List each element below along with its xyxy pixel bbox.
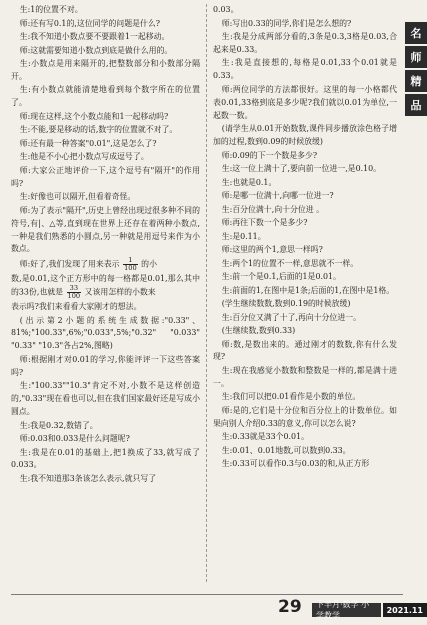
section-tab: 精 [405, 70, 427, 92]
footer-rule [11, 594, 403, 595]
paragraph: (学生继续数数,数到0.19的时候放缓) [221, 299, 351, 309]
paragraph: 生:"100.33""10.3"肯定不对,小数不是这样创造的,"0.33"现在看也可以,但在我们国家最好还是写成小圆点。 [11, 381, 200, 417]
paragraph: 生:好像也可以隔开,但看着奇怪。 [19, 192, 136, 202]
left-column [11, 4, 200, 486]
column-divider [206, 4, 207, 582]
paragraph: 师:这就需要知道小数点到底是做什么用的。 [19, 45, 173, 55]
paragraph: 生:我不知道小数点要不要跟着1一起移动。 [19, 32, 170, 41]
page-number: 29 [278, 597, 302, 617]
fraction-33-100 [67, 285, 82, 300]
paragraph: 师:数,是数出来的。通过刚才的数数,你有什么发现? [213, 339, 397, 362]
paragraph: 生:0.33可以看作0.3与0.03的和,从正方形 [221, 459, 370, 469]
section-tabs [405, 22, 427, 118]
fraction-lead-text: 师:好了,我们发现了用来表示 [19, 259, 120, 269]
paragraph-with-fraction [11, 257, 200, 272]
paragraph: 师:大家公正地评价一下,这个逗号有"隔开"的作用吗? [11, 165, 200, 188]
paragraph: 生:前面的1,在图中是1条;后面的1,在图中是1格。 [221, 285, 395, 295]
paragraph: 师:还有最一种答案"0.01",这是怎么了? [19, 138, 157, 148]
paragraph: 师:现在这样,这个小数点能和1一起移动吗? [19, 111, 169, 121]
paragraph: 生:我是0.32,数错了。 [19, 420, 98, 430]
paragraph: (出示第2小题的系统生成数据:"0.33"、81%;"100.33",6%;"0.033",5%;"0.32" "0.033" "0.33" "10.3"各占2%,图略) [11, 315, 200, 351]
paragraph: 师:写出0.33的同学,你们是怎么想的? [221, 18, 352, 28]
paragraph: 表示吗?我们来看看大家刚才的想法。 [11, 302, 142, 312]
paragraph: 师:根据刚才对0.01的学习,你能评评一下这些答案吗? [11, 354, 200, 377]
paragraph: 生:百分位满十,向十分位进 。 [221, 204, 325, 214]
fraction-tail-text: 的小 [141, 259, 157, 269]
right-column [213, 4, 397, 472]
paragraph: 生:0.33就是33个0.01。 [221, 432, 309, 442]
paragraph-with-fraction [11, 273, 200, 301]
paragraph: 生:1的位置不对。 [19, 5, 83, 14]
paragraph: 生:现在我感觉小数数和整数是一样的,都是满十进一。 [213, 365, 397, 388]
fraction-numerator: 1 [123, 257, 138, 265]
paragraph: 生:是0.11。 [221, 231, 266, 241]
paragraph: 生:我是在0.01的基础上,把1换成了33,就写成了0.033。 [11, 447, 200, 470]
paragraph: 生:两个1的位置不一样,意思就不一样。 [221, 258, 359, 268]
fraction-1-100 [123, 257, 138, 272]
paragraph: 师:还有写0.1的,这位同学的问题是什么? [19, 18, 160, 28]
fraction-lead-text: 数,是0.01,这个正方形中的每一格都是0.01,那么其中的33份,也就是 [11, 273, 200, 297]
section-tab: 品 [405, 94, 427, 116]
paragraph: 师:0.09的下一个数是多少? [221, 150, 318, 160]
paragraph: 生:我们可以把0.01看作是小数的单位。 [221, 392, 361, 402]
section-tab: 师 [405, 46, 427, 68]
paragraph: 生:百分位又满了十了,再向十分位进一。 [221, 312, 361, 322]
paragraph: (请学生从0.01开始数数,课件同步播放涂色格子增加的过程,数到0.09的时候放缓) [213, 124, 397, 147]
paragraph: 生:他是不小心把小数点写成逗号了。 [19, 152, 149, 162]
fraction-denominator: 100 [67, 292, 81, 301]
paragraph: 生:不能,要是移动的话,数字的位置就不对了。 [19, 125, 178, 135]
fraction-tail-text: 又该用怎样的小数来 [84, 287, 156, 297]
paragraph: 师:再往下数一个是多少? [221, 218, 308, 228]
paragraph: 生:这一位上满十了,要向前一位进一,是0.10。 [221, 164, 382, 174]
paragraph: 生:前一个是0.1,后面的1是0.01。 [221, 272, 341, 282]
fraction-numerator: 33 [67, 285, 82, 293]
issue-date: 2021.11 [383, 603, 427, 617]
magazine-name: 下半月·数学 小学教学 [312, 603, 381, 617]
section-tab: 名 [405, 22, 427, 44]
paragraph: 生:0.01、0.01地数,可以数到0.33。 [221, 445, 351, 455]
paragraph: 生:我是直接想的,每格是0.01,33个0.01就是0.33。 [213, 58, 397, 81]
paragraph: 师:这里的两个1,意思一样吗? [221, 245, 323, 255]
paragraph: 师:为了表示"隔开",历史上曾经出现过很多种不同的符号,有|、△等,直到现在世界上还存在着两种小数点,一种是我们熟悉的小圆点,另一种就是用逗号来作为小数点。 [11, 205, 200, 254]
paragraph: (生继续数,数到0.33) [221, 326, 296, 336]
paragraph: 生:我不知道那3条该怎么表示,就只写了 [19, 473, 157, 483]
paragraph: 生:有小数点就能清楚地看到每个数字所在的位置了。 [11, 85, 200, 108]
paragraph: 0.03。 [213, 5, 239, 14]
paragraph: 生:也就是0.1。 [221, 177, 277, 187]
paragraph: 生:小数点是用来隔开的,把整数部分和小数部分隔开。 [11, 59, 200, 81]
paragraph: 生:我是分成两部分看的,3条是0.3,3格是0.03,合起来是0.33。 [213, 32, 397, 54]
issue-badge [312, 600, 427, 620]
paragraph: 师:两位同学的方法都很好。这里的每一小格都代表0.01,33格到底是多少呢?我们就以0.01为单位,一起数一数。 [213, 84, 397, 120]
paragraph: 师:是的,它们是十分位和百分位上的计数单位。如果向别人介绍0.33的意义,你可以怎么说? [213, 405, 397, 428]
paragraph: 师:0.03和0.033是什么问题呢? [19, 434, 130, 444]
paragraph: 师:是哪一位满十,向哪一位进一? [221, 191, 334, 201]
fraction-denominator: 100 [124, 263, 137, 272]
